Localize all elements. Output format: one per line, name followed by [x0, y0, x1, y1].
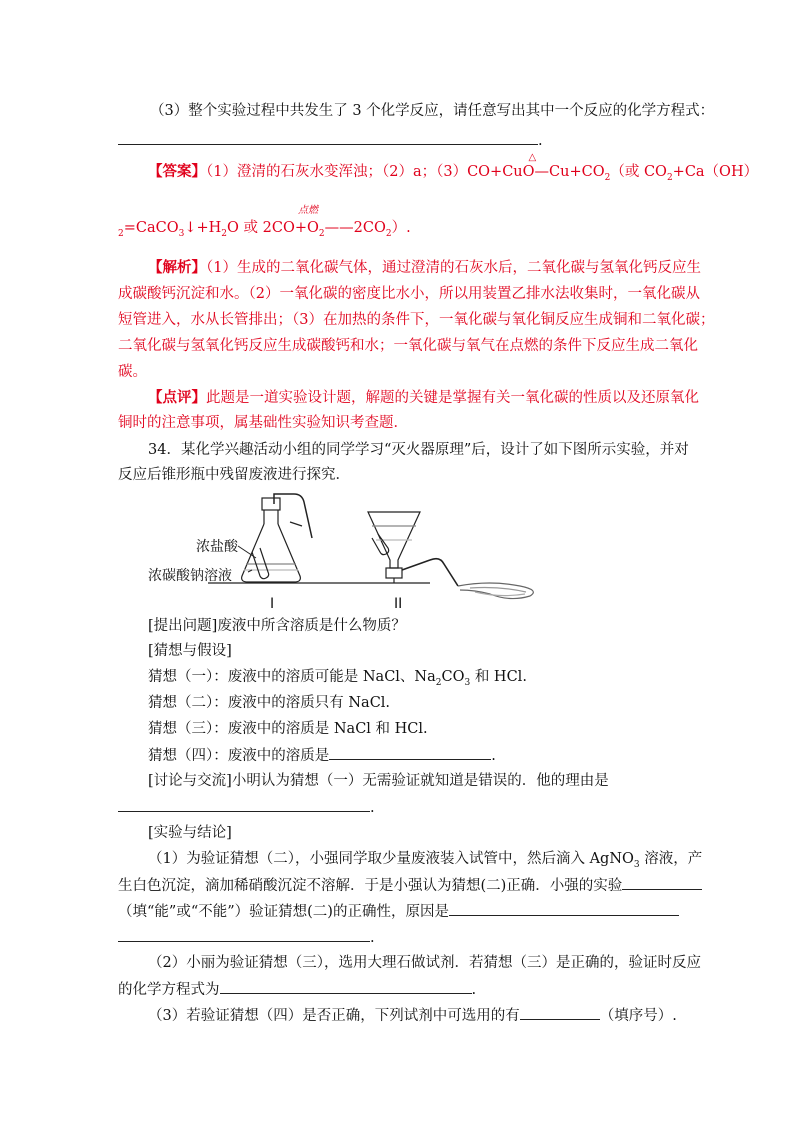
q33-part3: （3）整个实验过程中共发生了 3 个化学反应，请任意写出其中一个反应的化学方程式：: [150, 103, 715, 119]
comment-line-1: 铜时的注意事项，属基础性实验知识考查题．: [118, 415, 408, 431]
q34-discuss-blank: .: [118, 797, 375, 818]
comment-line-0: 【点评】此题是一道实验设计题，解题的关键是掌握有关一氧化碳的性质以及还原氧化: [148, 389, 699, 406]
c2-line2: 的化学方程式为 .: [118, 979, 476, 1000]
q34-hypothesis-title: [猜想与假设]: [148, 643, 232, 659]
analysis-line-3: 二氧化碳与氢氧化钙反应生成碳酸钙和水；一氧化碳与氧气在点燃的条件下反应生成二氧化: [118, 338, 698, 354]
guess-1: 猜想（一）：废液中的溶质可能是 NaCl、$Na_2CO_3$ 和 HCl.: [148, 669, 527, 688]
label-acid: 浓盐酸: [196, 539, 238, 555]
heat-mark: △: [528, 152, 537, 163]
flask-i: [242, 494, 312, 582]
c2-line1: （2）小丽为验证猜想（三），选用大理石做试剂．若猜想（三）是正确的，验证时反应: [148, 955, 701, 971]
apparatus-drawing: [190, 490, 570, 615]
guess-2: 猜想（二）：废液中的溶质只有 NaCl.: [148, 695, 391, 711]
analysis-line-0: 【解析】（1）生成的二氧化碳气体，通过澄清的石灰水后，二氧化碳与氢氧化钙反应生: [148, 259, 701, 276]
q34-question: [提出问题]废液中所含溶质是什么物质？: [148, 618, 406, 634]
analysis-line-1: 成碳酸钙沉淀和水。（2）一氧化碳的密度比水小，所以用装置乙排水法收集时，一氧化碳从: [118, 286, 700, 302]
label-ii: II: [394, 596, 403, 612]
c1-line3: （填“能”或“不能”）验证猜想(二)的正确性，原因是: [118, 901, 679, 922]
answer-label: 【答案】: [148, 163, 206, 180]
apparatus-figure: [190, 490, 570, 615]
q34-discuss: [讨论与交流]小明认为猜想（一）无需验证就知道是错误的．他的理由是: [148, 773, 609, 789]
label-carbonate: 浓碳酸钠溶液: [148, 568, 232, 584]
c1-line1: （1）为验证猜想（二），小强同学取少量废液装入试管中，然后滴入 AgNO$_3$ 溶液，产: [148, 851, 703, 870]
c1-blank: .: [118, 927, 375, 948]
q34-conclusion-title: [实验与结论]: [148, 825, 232, 841]
guess-3: 猜想（三）：废液中的溶质是 NaCl 和 HCl.: [148, 721, 428, 737]
c3-line1: （3）若验证猜想（四）是否正确，下列试剂中可选用的有 （填序号）.: [148, 1005, 677, 1026]
flask-ii: [368, 512, 533, 599]
q34-intro-2: 反应后锥形瓶中残留废液进行探究．: [118, 467, 350, 483]
guess-4: 猜想（四）：废液中的溶质是 .: [148, 745, 496, 766]
q34-intro-1: 34．某化学兴趣活动小组的同学学习“灭火器原理”后，设计了如下图所示实验，并对: [148, 442, 689, 458]
analysis-line-2: 短管进入，水从长管排出；（3）在加热的条件下，一氧化碳与氧化铜反应生成铜和二氧化碳；: [118, 312, 715, 328]
q33-answer-line1: 【答案】（1）澄清的石灰水变浑浊；（2）a；（3）CO+CuO △ $—Cu+CO_2$（或 $CO_2+Ca(OH)$: [148, 162, 758, 188]
c1-line2: 生白色沉淀，滴加稀硝酸沉淀不溶解．于是小强认为猜想(二)正确．小强的实验: [118, 875, 702, 896]
label-i: I: [270, 596, 275, 612]
q33-part3-answer-blank: .: [118, 130, 543, 151]
q33-answer-line2: $_2=CaCO_3↓+H_2O$ 或 $2CO+O_2——2CO_2$）.: [118, 220, 411, 239]
ignite-mark: 点燃: [298, 205, 318, 216]
analysis-line-4: 碳。: [118, 364, 147, 380]
